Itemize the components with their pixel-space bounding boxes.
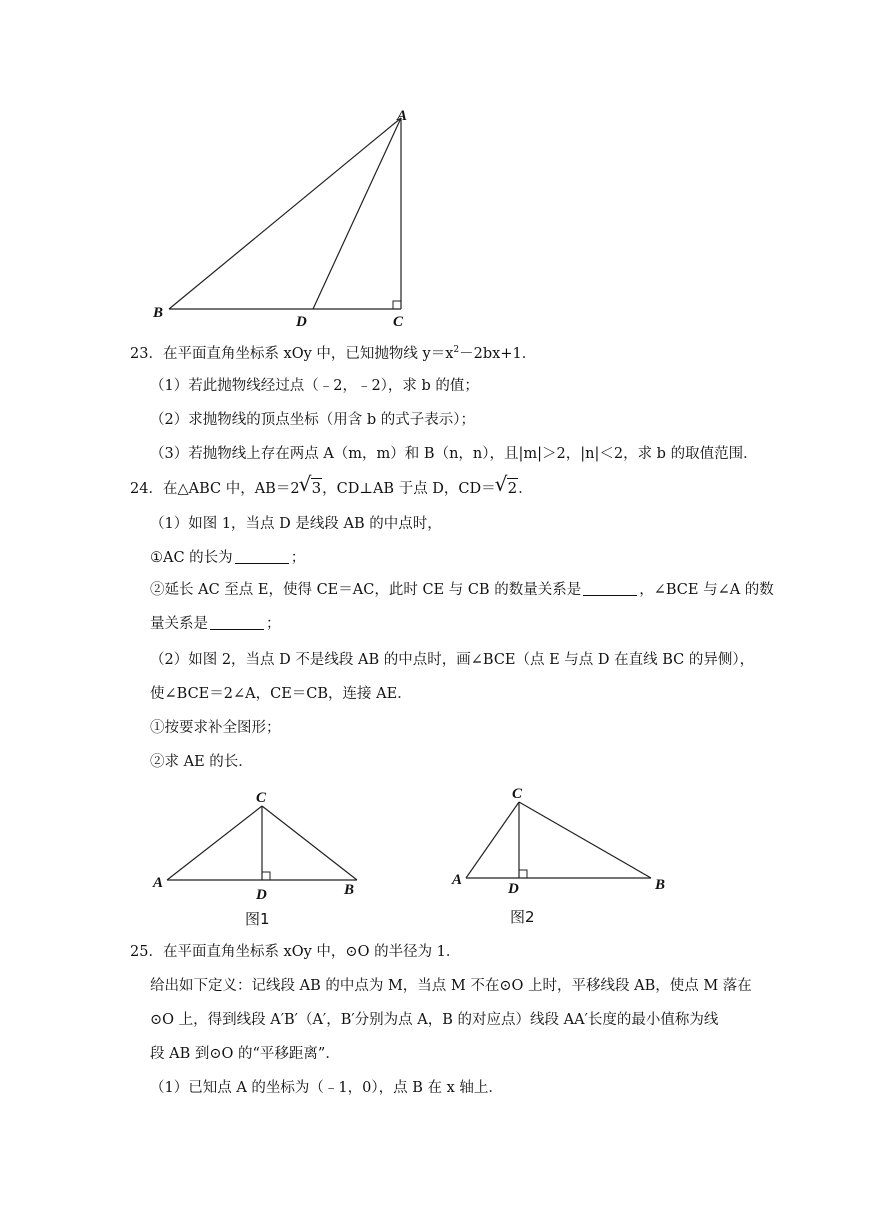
fig2-segment-ac	[466, 802, 519, 878]
figure-2-diagram	[450, 782, 680, 902]
vertex-label-c: C	[393, 314, 404, 330]
q24-part1: （1）如图 1，当点 D 是线段 AB 的中点时，	[150, 516, 442, 532]
q24-part1-2-cont	[150, 614, 281, 634]
segment-ad	[313, 118, 401, 309]
q23-stem-text: 23．在平面直角坐标系 xOy 中，已知抛物线 y＝x	[130, 346, 454, 362]
q24-part1-1	[150, 548, 305, 568]
q24-stem-a: 24．在△ABC 中，AB＝2	[130, 481, 300, 497]
figure-2-caption: 图2	[510, 908, 535, 926]
vertex-label-d: D	[296, 314, 307, 330]
vertex-label-a: A	[397, 108, 408, 124]
figure-1-diagram	[152, 786, 372, 906]
figure-1-caption: 图1	[245, 910, 270, 928]
q23-stem-tail: －2bx+1．	[459, 346, 537, 362]
q24-stem	[130, 478, 533, 499]
answer-blank-bce-a[interactable]	[210, 615, 264, 630]
q25-definition-3: 段 AB 到⊙O 的“平移距离”．	[150, 1046, 340, 1062]
sqrt-two-radicand: 2	[507, 479, 518, 497]
fig2-segment-cb	[519, 802, 651, 878]
q25-stem: 25．在平面直角坐标系 xOy 中，⊙O 的半径为 1．	[130, 944, 461, 960]
figure-triangle-abc	[150, 108, 420, 330]
sqrt-three	[301, 478, 323, 499]
fig1-segment-cb	[262, 806, 357, 880]
q24-stem-c: ．	[518, 481, 533, 497]
q23-part1: （1）若此抛物线经过点（﹣2，﹣2），求 b 的值；	[150, 378, 479, 394]
q24-part1-2	[150, 580, 774, 600]
fig1-label-d: D	[256, 887, 267, 903]
q23-part3: （3）若抛物线上存在两点 A（m，m）和 B（n，n），且|m|＞2，|n|＜2，求 b 的取值范围．	[150, 446, 758, 462]
segment-ab	[169, 118, 401, 309]
fig2-label-b: B	[655, 877, 666, 893]
q25-definition-1: 给出如下定义：记线段 AB 的中点为 M，当点 M 不在⊙O 上时，平移线段 AB，使点 M 落在	[150, 978, 752, 994]
vertex-label-b: B	[153, 305, 164, 321]
q24-part2: （2）如图 2，当点 D 不是线段 AB 的中点时，画∠BCE（点 E 与点 D 在直线 BC 的异侧），	[150, 652, 755, 668]
q24-part2-cont: 使∠BCE＝2∠A，CE＝CB，连接 AE．	[150, 686, 412, 702]
q23-exponent: 2	[453, 345, 460, 355]
q24-stem-b: ，CD⊥AB 于点 D，CD＝	[322, 481, 496, 497]
q24-part1-2-text-b: ，∠BCE 与∠A 的数	[639, 582, 774, 598]
q24-part2-1: ①按要求补全图形；	[150, 720, 281, 736]
q24-part1-1-end: ；	[290, 550, 306, 566]
q24-part1-1-text: ①AC 的长为	[150, 550, 233, 566]
fig2-right-angle-mark	[519, 870, 527, 878]
q23-stem	[130, 340, 536, 364]
answer-blank-ac[interactable]	[235, 549, 289, 564]
fig1-label-a: A	[153, 875, 164, 891]
sqrt-three-radicand: 3	[311, 479, 322, 497]
fig2-label-a: A	[452, 872, 463, 888]
q24-part2-2: ②求 AE 的长．	[150, 754, 253, 770]
fig2-label-c: C	[512, 786, 523, 802]
q23-part2: （2）求抛物线的顶点坐标（用含 b 的式子表示）；	[150, 412, 475, 428]
sqrt-two	[497, 478, 519, 499]
q25-part1: （1）已知点 A 的坐标为（﹣1，0），点 B 在 x 轴上．	[150, 1080, 503, 1096]
q24-part1-2-text: ②延长 AC 至点 E，使得 CE＝AC，此时 CE 与 CB 的数量关系是	[150, 582, 582, 598]
fig2-label-d: D	[508, 881, 519, 897]
fig1-label-c: C	[256, 790, 267, 806]
fig1-segment-ac	[167, 806, 262, 880]
figure-1	[152, 786, 372, 906]
q24-part1-2-text-c: 量关系是	[150, 616, 208, 632]
fig1-label-b: B	[344, 882, 355, 898]
q25-definition-2: ⊙O 上，得到线段 A′B′（A′，B′分别为点 A，B 的对应点）线段 AA′长度的最小值称为线	[150, 1012, 719, 1028]
answer-blank-ce-cb[interactable]	[583, 581, 637, 596]
figure-2	[450, 782, 680, 902]
triangle-abc-diagram	[150, 108, 420, 330]
fig1-right-angle-mark	[262, 872, 270, 880]
right-angle-mark-c	[393, 301, 401, 309]
q24-part1-2-end: ；	[266, 616, 281, 632]
